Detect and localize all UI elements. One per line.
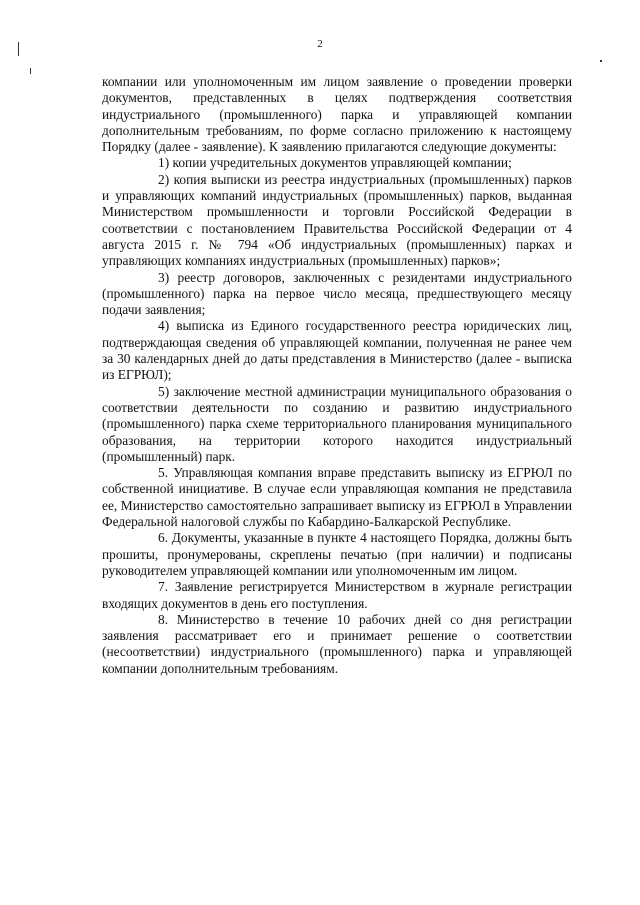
page-number: 2	[317, 38, 323, 50]
list-item-registry-extract: 2) копия выписки из реестра индустриальных (промышленных) парков и управляющих компаний индустриальных (промышленных) парков, выданная Министерством промышленности и торговли Российской Федерации в соответствии с постановлением Правительства Российской Федерации от 4 августа 2015 г. № 794 «Об индустриальных (промышленных) парках и управляющих компаниях индустриальных (промышленных) парков»;	[102, 171, 572, 269]
list-item-contracts-register: 3) реестр договоров, заключенных с резидентами индустриального (промышленного) парка на первое число месяца, предшествующего месяцу подачи заявления;	[102, 269, 572, 318]
paragraph-application-intro: компании или уполномоченным им лицом заявление о проведении проверки документов, представленных в целях подтверждения соответствия индустриального (промышленного) парка и управляющей компании дополнительным требованиям, по форме согласно приложению к настоящему Порядку (далее - заявление). К заявлению прилагаются следующие документы:	[102, 74, 572, 155]
paragraph-7: 7. Заявление регистрируется Министерством в журнале регистрации входящих документов в день его поступления.	[102, 579, 572, 611]
scan-mark-right	[600, 60, 602, 62]
scan-mark-left-top	[18, 42, 19, 56]
paragraph-6: 6. Документы, указанные в пункте 4 настоящего Порядка, должны быть прошиты, пронумерованы, скреплены печатью (при наличии) и подписаны руководителем управляющей компании или уполномоченным им лицом.	[102, 530, 572, 578]
list-item-egrul-extract: 4) выписка из Единого государственного реестра юридических лиц, подтверждающая сведения об управляющей компании, полученная не ранее чем за 30 календарных дней до даты представления в Министерство (далее - выписка из ЕГРЮЛ);	[102, 318, 572, 383]
list-item-constituent-documents: 1) копии учредительных документов управляющей компании;	[158, 155, 512, 171]
paragraph-5: 5. Управляющая компания вправе представить выписку из ЕГРЮЛ по собственной инициативе. В случае если управляющая компания не представила ее, Министерство самостоятельно запрашивает выписку из ЕГРЮЛ в Управлении Федеральной налоговой службы по Кабардино-Балкарской Республике.	[102, 465, 572, 530]
list-item-local-administration-conclusion: 5) заключение местной администрации муниципального образования о соответствии деятельности по созданию и развитию индустриального (промышленного) парка схеме территориального планирования муниципального образования, на территории которого находится индустриальный (промышленный) парк.	[102, 383, 572, 464]
paragraph-8: 8. Министерство в течение 10 рабочих дней со дня регистрации заявления рассматривает его и принимает решение о соответствии (несоответствии) индустриального (промышленного) парка и управляющей компании дополнительным требованиям.	[102, 611, 572, 676]
document-body	[102, 74, 572, 677]
scan-mark-left-bottom	[30, 68, 31, 74]
